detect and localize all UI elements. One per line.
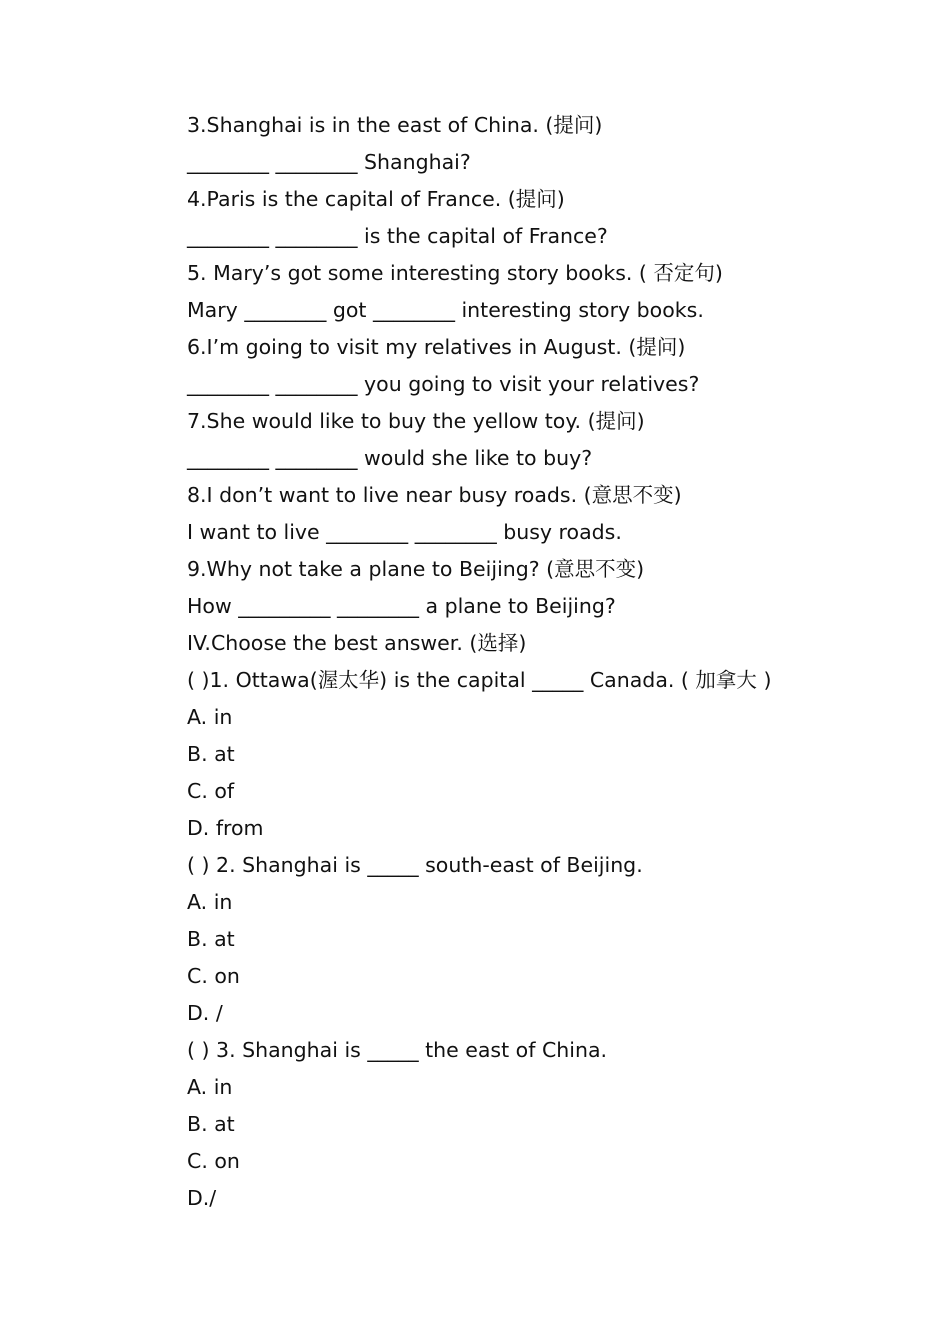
question-9-answer: How _________ ________ a plane to Beijing? [187, 594, 616, 618]
mc2-option-d: D. / [187, 1001, 223, 1025]
mc3-option-b: B. at [187, 1112, 235, 1136]
mc-question-1: ( )1. Ottawa(渥太华) is the capital _____ Canada. ( 加拿大 ) [187, 668, 772, 692]
question-7: 7.She would like to buy the yellow toy. (提问) [187, 409, 645, 433]
question-3: 3.Shanghai is in the east of China. (提问) [187, 113, 603, 137]
question-6: 6.I’m going to visit my relatives in August. (提问) [187, 335, 686, 359]
mc3-option-a: A. in [187, 1075, 233, 1099]
mc3-option-c: C. on [187, 1149, 240, 1173]
section-heading: IV.Choose the best answer. (选择) [187, 631, 527, 655]
worksheet-content [187, 107, 907, 1217]
question-6-answer: ________ ________ you going to visit your relatives? [187, 372, 700, 396]
mc2-option-a: A. in [187, 890, 233, 914]
mc-question-3: ( ) 3. Shanghai is _____ the east of China. [187, 1038, 608, 1062]
mc1-option-d: D. from [187, 816, 264, 840]
mc1-option-a: A. in [187, 705, 233, 729]
mc2-option-b: B. at [187, 927, 235, 951]
mc3-option-d: D./ [187, 1186, 217, 1210]
mc2-option-c: C. on [187, 964, 240, 988]
question-4: 4.Paris is the capital of France. (提问) [187, 187, 565, 211]
mc-question-2: ( ) 2. Shanghai is _____ south-east of Beijing. [187, 853, 643, 877]
question-5-answer: Mary ________ got ________ interesting story books. [187, 298, 704, 322]
question-8-answer: I want to live ________ ________ busy roads. [187, 520, 622, 544]
question-5: 5. Mary’s got some interesting story books. ( 否定句) [187, 261, 723, 285]
mc1-option-b: B. at [187, 742, 235, 766]
mc1-option-c: C. of [187, 779, 235, 803]
question-9: 9.Why not take a plane to Beijing? (意思不变) [187, 557, 645, 581]
question-3-answer: ________ ________ Shanghai? [187, 150, 471, 174]
question-4-answer: ________ ________ is the capital of France? [187, 224, 608, 248]
question-8: 8.I don’t want to live near busy roads. (意思不变) [187, 483, 682, 507]
question-7-answer: ________ ________ would she like to buy? [187, 446, 593, 470]
